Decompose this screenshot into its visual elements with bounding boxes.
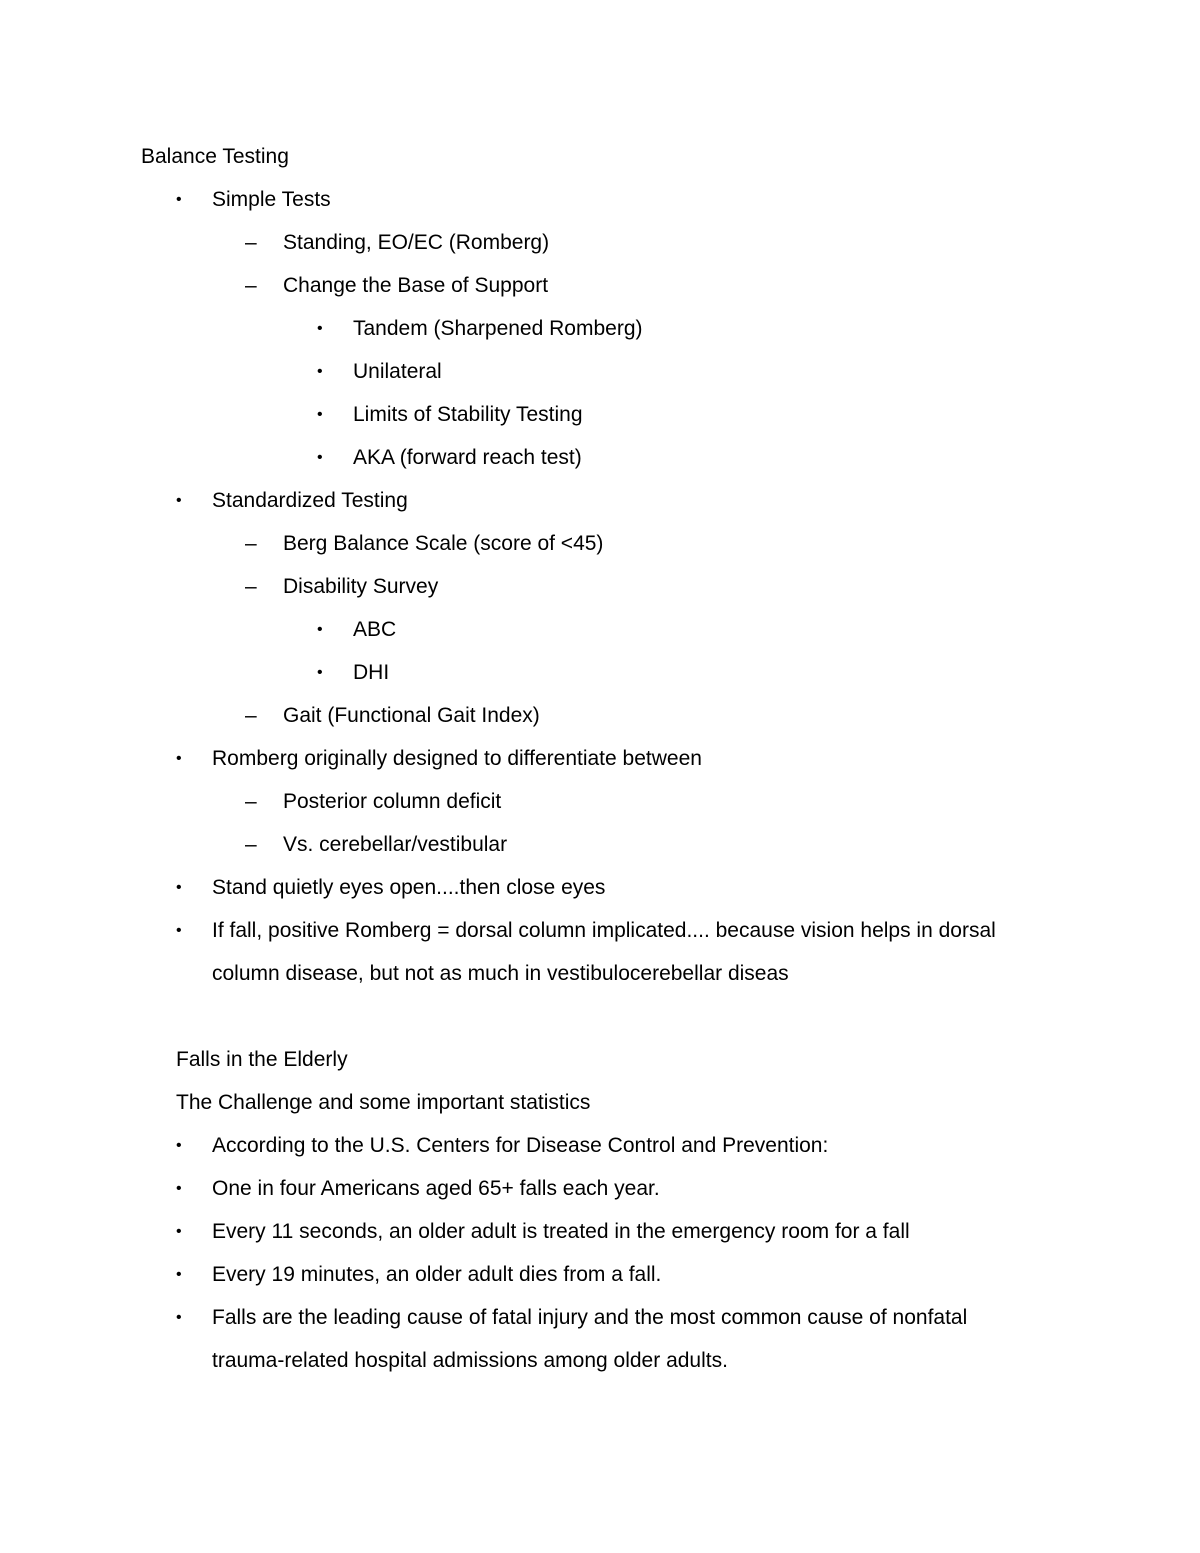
dash-marker: – <box>245 231 257 254</box>
list-item <box>0 866 1000 909</box>
bullet-marker: • <box>176 922 182 939</box>
dash-marker: – <box>245 274 257 297</box>
list-item <box>0 436 1000 479</box>
list-item-text: Berg Balance Scale (score of <45) <box>283 532 604 555</box>
list-item-text: Unilateral <box>353 360 442 383</box>
list-item <box>0 479 1000 522</box>
list-item <box>0 350 1000 393</box>
list-item-text: DHI <box>353 661 390 684</box>
list-item <box>0 694 1000 737</box>
list-item-text: ABC <box>353 618 397 641</box>
dash-marker: – <box>245 532 257 555</box>
list-item-text: Every 19 minutes, an older adult dies from a fall. <box>212 1263 662 1286</box>
bullet-marker: • <box>317 449 323 466</box>
list-item <box>0 178 1000 221</box>
list-item-text: Stand quietly eyes open....then close eyes <box>212 876 606 899</box>
dash-marker: – <box>245 704 257 727</box>
list-item <box>0 307 1000 350</box>
bullet-marker: • <box>176 1137 182 1154</box>
list-item <box>0 221 1000 264</box>
bullet-marker: • <box>176 1266 182 1283</box>
bullet-marker: • <box>176 492 182 509</box>
list-item <box>0 393 1000 436</box>
list-item <box>0 1296 1000 1382</box>
list-item-text: Romberg originally designed to differentiate between <box>212 747 702 770</box>
list-item <box>0 608 1000 651</box>
list-item-text: Every 11 seconds, an older adult is treated in the emergency room for a fall <box>212 1220 910 1243</box>
list-item-text: Limits of Stability Testing <box>353 403 583 426</box>
list-item <box>0 780 1000 823</box>
bullet-marker: • <box>317 406 323 423</box>
bullet-marker: • <box>176 1180 182 1197</box>
list-item <box>0 264 1000 307</box>
list-item <box>0 565 1000 608</box>
bullet-marker: • <box>176 1309 182 1326</box>
list-item <box>0 823 1000 866</box>
list-item-text: One in four Americans aged 65+ falls each year. <box>212 1177 660 1200</box>
section-heading-falls-elderly: Falls in the Elderly <box>176 1048 348 1071</box>
list-item <box>0 1124 1000 1167</box>
bullet-marker: • <box>176 879 182 896</box>
list-item-text: Falls are the leading cause of fatal injury and the most common cause of nonfatal trauma-related hospital admissions among older adults. <box>212 1306 968 1372</box>
list-item <box>0 1167 1000 1210</box>
list-item-text: Posterior column deficit <box>283 790 502 813</box>
list-item-text: Tandem (Sharpened Romberg) <box>353 317 643 340</box>
bullet-marker: • <box>176 191 182 208</box>
list-item <box>0 909 1000 995</box>
list-item-text: Vs. cerebellar/vestibular <box>283 833 508 856</box>
list-item-text: AKA (forward reach test) <box>353 446 582 469</box>
list-item <box>0 522 1000 565</box>
list-item <box>0 1253 1000 1296</box>
dash-marker: – <box>245 833 257 856</box>
list-item-text: Simple Tests <box>212 188 331 211</box>
list-item-text: If fall, positive Romberg = dorsal column implicated.... because vision helps in dorsal column disease, but not as much in vestibulocerebellar diseas <box>212 919 996 985</box>
list-item-text: Change the Base of Support <box>283 274 549 297</box>
bullet-marker: • <box>176 1223 182 1240</box>
bullet-marker: • <box>176 750 182 767</box>
list-item-text: Standardized Testing <box>212 489 408 512</box>
bullet-marker: • <box>317 363 323 380</box>
list-item-text: Standing, EO/EC (Romberg) <box>283 231 550 254</box>
section-heading-balance-testing: Balance Testing <box>141 145 289 168</box>
section-subtitle: The Challenge and some important statistics <box>176 1091 591 1114</box>
list-item-text: Disability Survey <box>283 575 439 598</box>
dash-marker: – <box>245 575 257 598</box>
list-item-text: According to the U.S. Centers for Disease Control and Prevention: <box>212 1134 829 1157</box>
list-item <box>0 1210 1000 1253</box>
bullet-marker: • <box>317 664 323 681</box>
bullet-marker: • <box>317 320 323 337</box>
dash-marker: – <box>245 790 257 813</box>
bullet-marker: • <box>317 621 323 638</box>
list-item-text: Gait (Functional Gait Index) <box>283 704 540 727</box>
list-item <box>0 737 1000 780</box>
list-item <box>0 651 1000 694</box>
